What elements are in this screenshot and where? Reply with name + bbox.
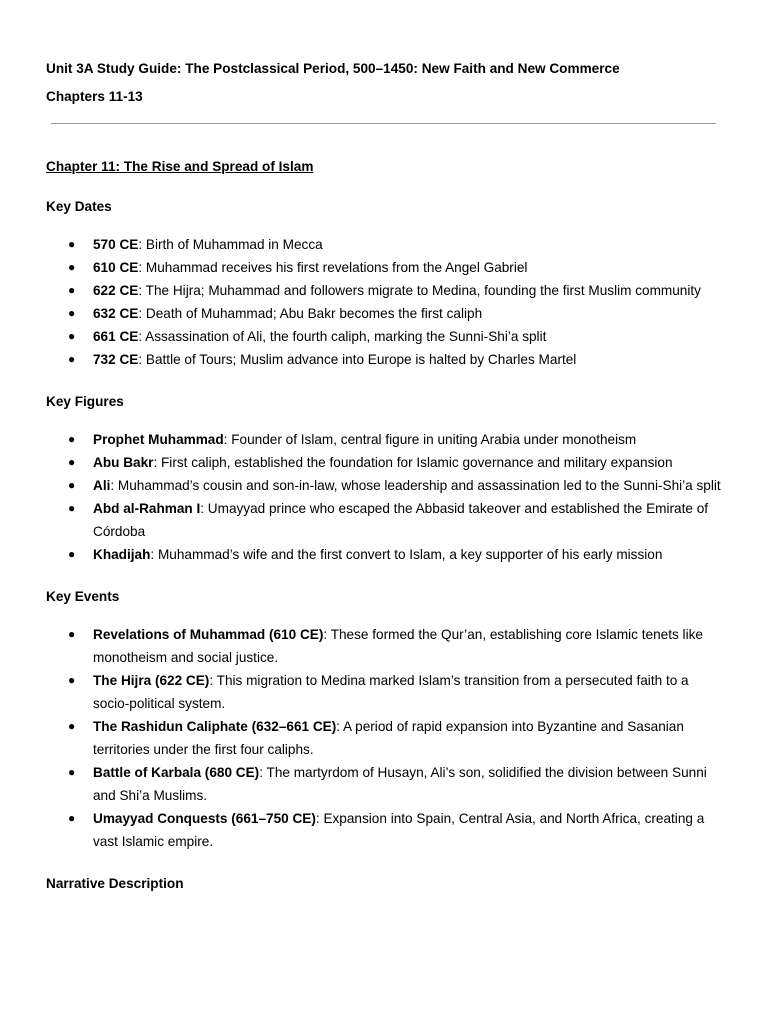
key-events-list [46,623,722,853]
bullet-icon: ● [68,673,76,687]
bullet-icon: ● [68,237,76,251]
list-item [46,325,722,348]
list-item-text: : Muhammad’s cousin and son-in-law, whose leadership and assassination led to the Sunni-Shi’a split [110,478,721,493]
bullet-icon: ● [68,306,76,320]
list-item-term: The Rashidun Caliphate (632–661 CE) [93,719,337,734]
list-item [46,715,722,761]
bullet-icon: ● [68,432,76,446]
list-item-text: : Battle of Tours; Muslim advance into Europe is halted by Charles Martel [138,352,577,367]
list-item [46,256,722,279]
bullet-icon: ● [68,719,76,733]
list-item-term: 732 CE [93,352,139,367]
list-item [46,279,722,302]
list-item [46,807,722,853]
list-item-term: Prophet Muhammad [93,432,224,447]
list-item-term: The Hijra (622 CE) [93,673,210,688]
section-heading-key-figures: Key Figures [46,394,124,409]
bullet-icon: ● [68,283,76,297]
bullet-icon: ● [68,478,76,492]
list-item-text: : The martyrdom of Husayn, Ali’s son, solidified the division between Sunni and Shi’a Muslims. [93,765,707,803]
document-title: Unit 3A Study Guide: The Postclassical Period, 500–1450: New Faith and New Commerce [46,61,620,76]
list-item-term: Ali [93,478,111,493]
horizontal-divider [51,123,716,124]
list-item [46,761,722,807]
bullet-icon: ● [68,627,76,641]
list-item-text: : Birth of Muhammad in Mecca [138,237,323,252]
list-item-term: Abu Bakr [93,455,154,470]
list-item [46,497,722,543]
list-item-text: : Muhammad’s wife and the first convert to Islam, a key supporter of his early mission [150,547,663,562]
list-item-text: : Death of Muhammad; Abu Bakr becomes the first caliph [138,306,483,321]
section-heading-narrative: Narrative Description [46,876,184,891]
list-item-term: Battle of Karbala (680 CE) [93,765,260,780]
list-item [46,669,722,715]
key-figures-list [46,428,722,566]
list-item [46,302,722,325]
list-item-text: : These formed the Qur’an, establishing core Islamic tenets like monotheism and social justice. [93,627,703,665]
list-item-term: Revelations of Muhammad (610 CE) [93,627,324,642]
bullet-icon: ● [68,547,76,561]
bullet-icon: ● [68,329,76,343]
bullet-icon: ● [68,811,76,825]
bullet-icon: ● [68,352,76,366]
list-item [46,543,722,566]
list-item [46,623,722,669]
list-item-term: Umayyad Conquests (661–750 CE) [93,811,316,826]
document-subtitle: Chapters 11-13 [46,89,143,104]
bullet-icon: ● [68,260,76,274]
list-item-text: : Expansion into Spain, Central Asia, and North Africa, creating a vast Islamic empire. [93,811,705,849]
list-item [46,474,722,497]
list-item-text: : First caliph, established the foundation for Islamic governance and military expansion [153,455,673,470]
list-item-text: : Assassination of Ali, the fourth caliph, marking the Sunni-Shi’a split [138,329,547,344]
list-item-text: : This migration to Medina marked Islam’s transition from a persecuted faith to a socio-political system. [93,673,689,711]
list-item [46,348,722,371]
list-item-term: 570 CE [93,237,139,252]
key-dates-list [46,233,722,371]
bullet-icon: ● [68,455,76,469]
list-item-term: 622 CE [93,283,139,298]
chapter-heading: Chapter 11: The Rise and Spread of Islam [46,159,314,174]
bullet-icon: ● [68,501,76,515]
list-item-term: Khadijah [93,547,151,562]
list-item-text: : Muhammad receives his first revelations from the Angel Gabriel [138,260,528,275]
section-heading-key-dates: Key Dates [46,199,112,214]
list-item-term: 610 CE [93,260,139,275]
list-item-text: : Umayyad prince who escaped the Abbasid takeover and established the Emirate of Córdoba [93,501,709,539]
list-item [46,451,722,474]
list-item [46,428,722,451]
list-item-term: Abd al-Rahman I [93,501,201,516]
list-item-term: 661 CE [93,329,139,344]
section-heading-key-events: Key Events [46,589,120,604]
list-item-text: : A period of rapid expansion into Byzantine and Sasanian territories under the first four caliphs. [93,719,684,757]
list-item-text: : Founder of Islam, central figure in uniting Arabia under monotheism [223,432,637,447]
list-item-term: 632 CE [93,306,139,321]
list-item [46,233,722,256]
list-item-text: : The Hijra; Muhammad and followers migrate to Medina, founding the first Muslim community [138,283,701,298]
bullet-icon: ● [68,765,76,779]
